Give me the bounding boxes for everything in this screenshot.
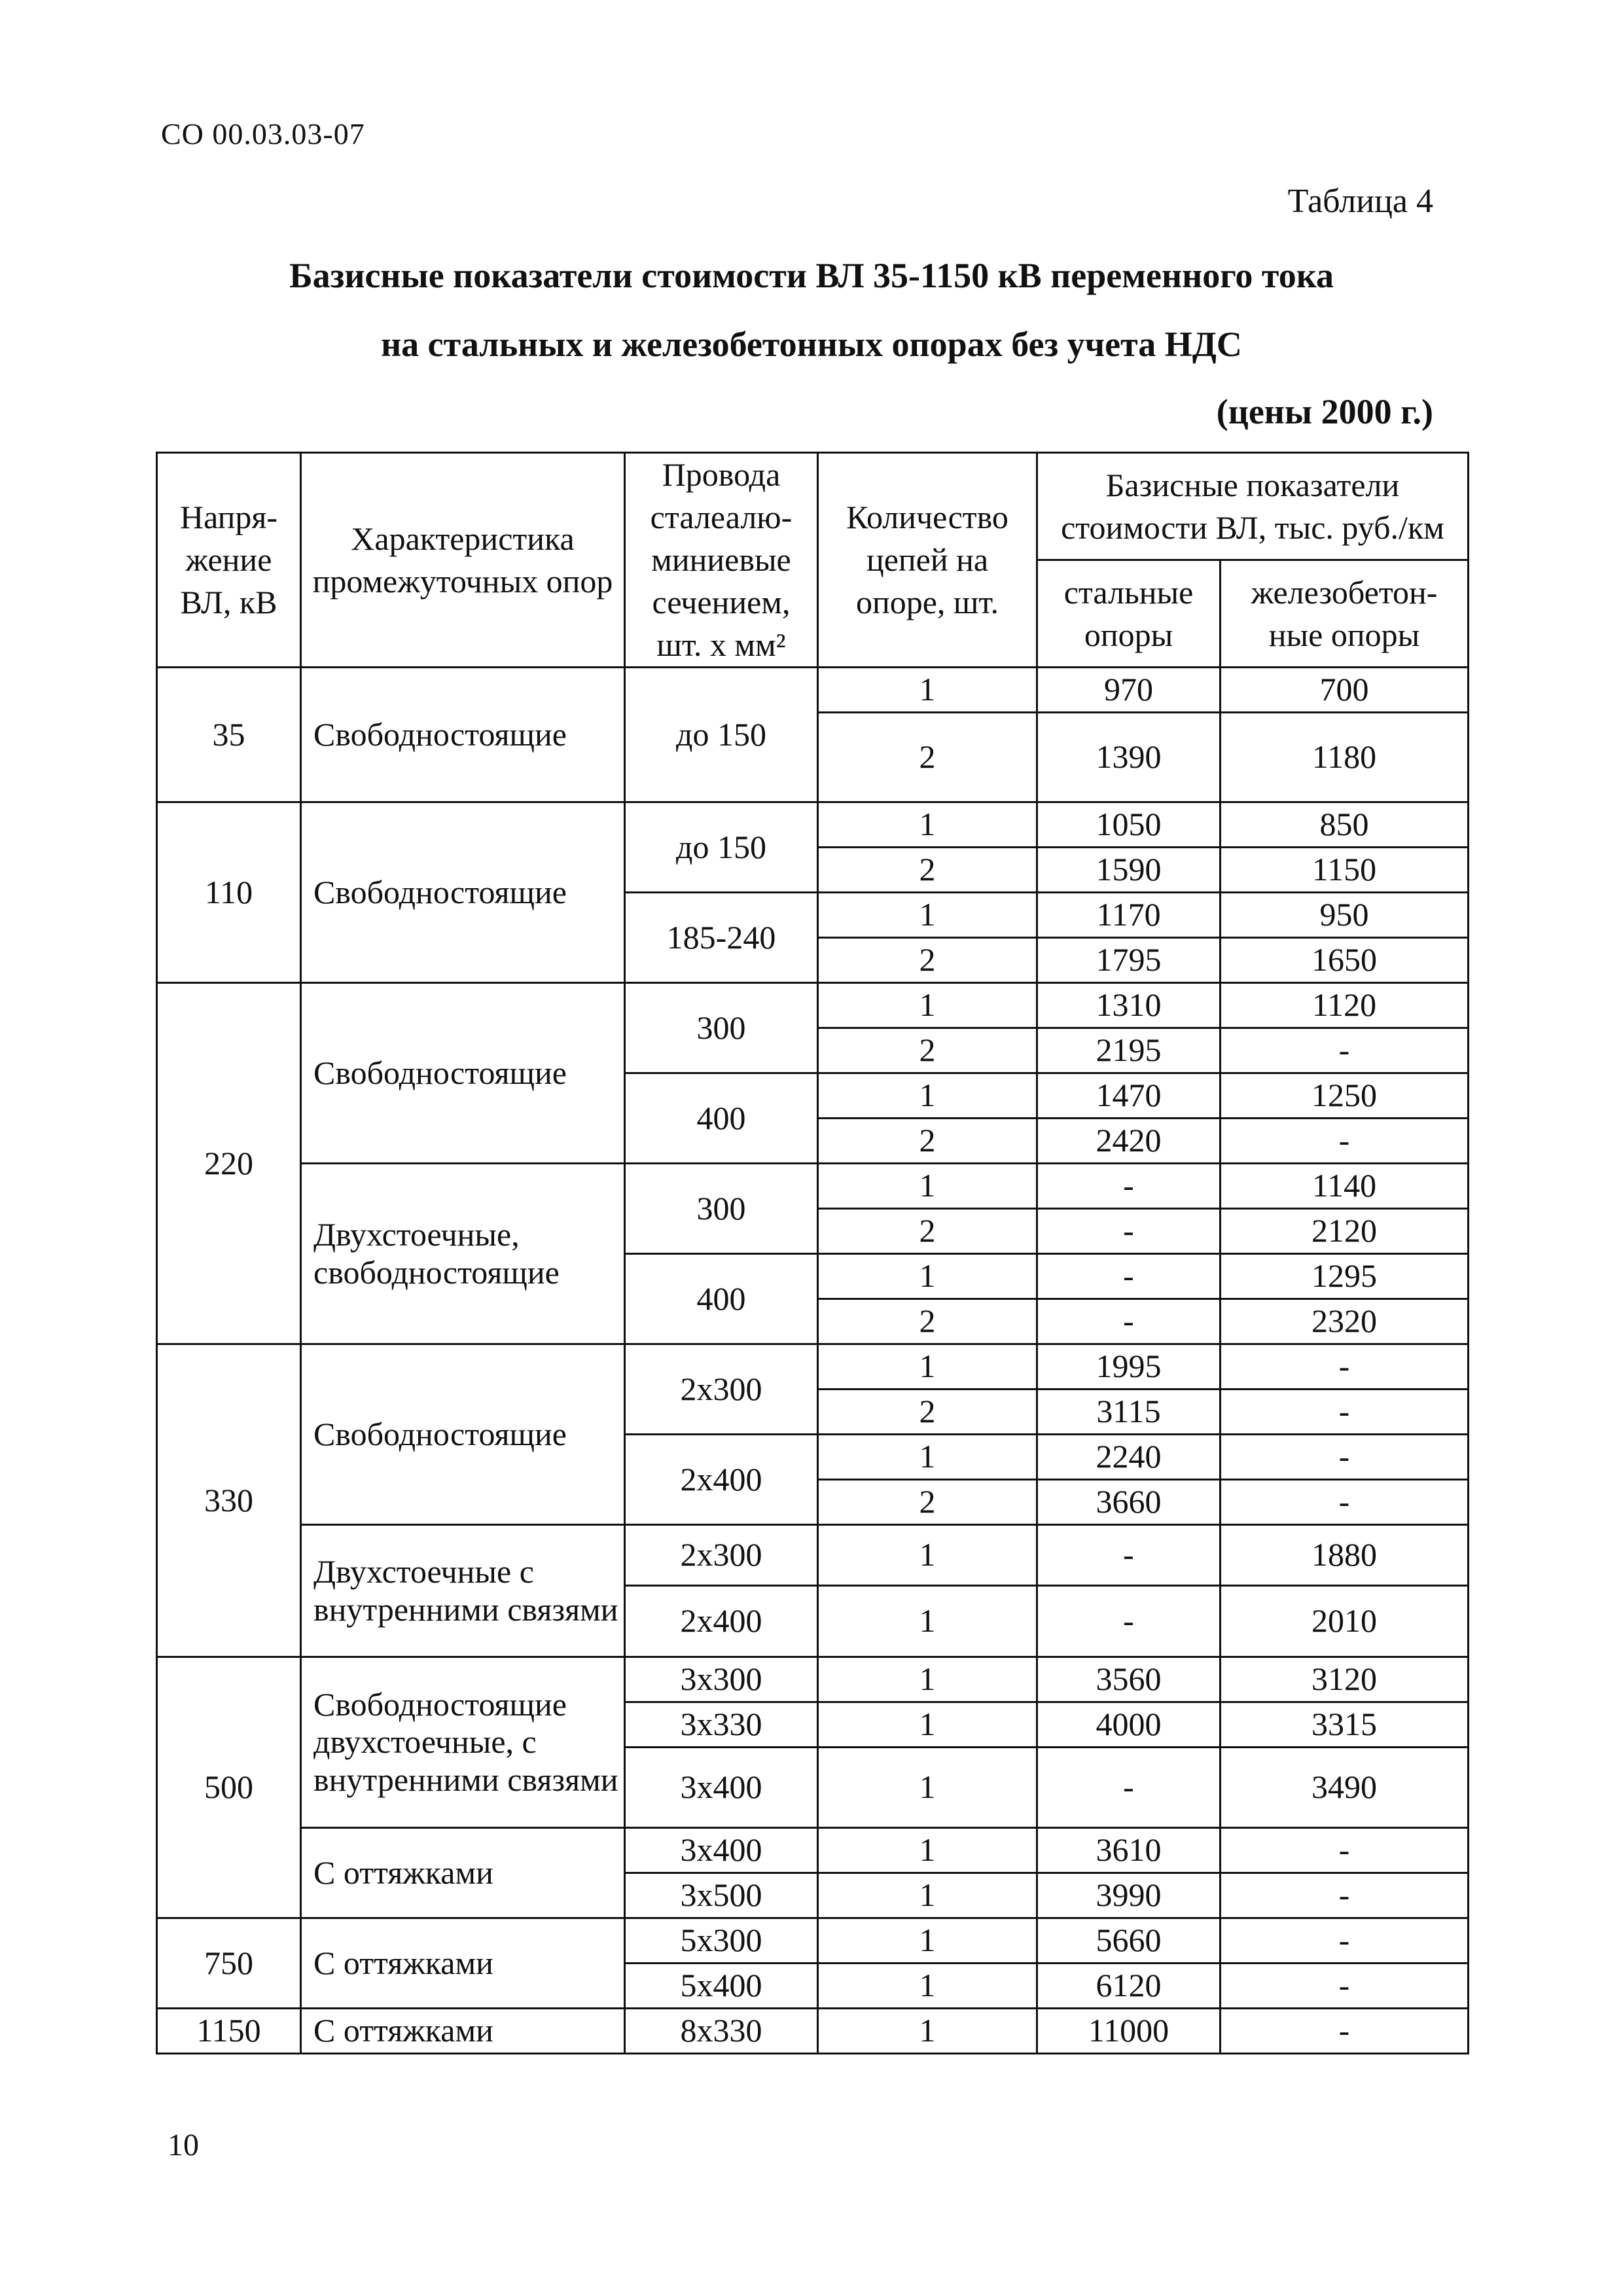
circuits-cell: 1 [818, 1073, 1037, 1119]
price-note: (цены 2000 г.) [1216, 392, 1433, 431]
wires-cell: до 150 [625, 668, 818, 802]
concrete-cell: 700 [1221, 668, 1469, 713]
support-cell: С оттяжками [301, 1918, 625, 2009]
circuits-cell: 2 [818, 1119, 1037, 1164]
steel-cell: - [1037, 1586, 1221, 1657]
steel-cell: - [1037, 1748, 1221, 1828]
table-title-line-2: на стальных и железобетонных опорах без учета НДС [381, 325, 1242, 364]
page-number: 10 [168, 2128, 199, 2162]
steel-cell: 3990 [1037, 1873, 1221, 1918]
voltage-cell: 110 [157, 802, 301, 983]
support-cell: Двухстоечные с внутренними связями [301, 1525, 625, 1657]
circuits-cell: 2 [818, 713, 1037, 802]
concrete-cell: 1180 [1221, 713, 1469, 802]
wires-cell: 3х400 [625, 1828, 818, 1873]
circuits-cell: 1 [818, 2009, 1037, 2054]
wires-cell: 3х300 [625, 1657, 818, 1702]
steel-cell: 1390 [1037, 713, 1221, 802]
steel-cell: 970 [1037, 668, 1221, 713]
circuits-cell: 1 [818, 1702, 1037, 1748]
steel-cell: - [1037, 1254, 1221, 1299]
voltage-cell: 35 [157, 668, 301, 802]
concrete-cell: 1250 [1221, 1073, 1469, 1119]
steel-cell: 3115 [1037, 1390, 1221, 1435]
support-cell: Свободностоящие [301, 802, 625, 983]
steel-cell: 2240 [1037, 1435, 1221, 1480]
concrete-cell: - [1221, 1828, 1469, 1873]
header-voltage: Напря-жение ВЛ, кВ [157, 453, 301, 668]
wires-cell: 5х300 [625, 1918, 818, 1964]
concrete-cell: 850 [1221, 802, 1469, 848]
wires-cell: до 150 [625, 802, 818, 893]
concrete-cell: - [1221, 1390, 1469, 1435]
steel-cell: 1470 [1037, 1073, 1221, 1119]
circuits-cell: 2 [818, 1480, 1037, 1525]
steel-cell: 1995 [1037, 1344, 1221, 1390]
concrete-cell: 2010 [1221, 1586, 1469, 1657]
concrete-cell: - [1221, 1873, 1469, 1918]
concrete-cell: - [1221, 1964, 1469, 2009]
concrete-cell: - [1221, 1480, 1469, 1525]
steel-cell: 2420 [1037, 1119, 1221, 1164]
header-steel: стальные опоры [1037, 560, 1221, 668]
wires-cell: 2х400 [625, 1586, 818, 1657]
table-title-line-1: Базисные показатели стоимости ВЛ 35-1150 кВ переменного тока [289, 256, 1334, 295]
concrete-cell: - [1221, 1028, 1469, 1073]
circuits-cell: 2 [818, 1299, 1037, 1344]
steel-cell: 1590 [1037, 848, 1221, 893]
steel-cell: 5660 [1037, 1918, 1221, 1964]
concrete-cell: 950 [1221, 893, 1469, 938]
wires-cell: 2х400 [625, 1435, 818, 1525]
circuits-cell: 1 [818, 1344, 1037, 1390]
concrete-cell: - [1221, 1119, 1469, 1164]
circuits-cell: 1 [818, 1254, 1037, 1299]
support-cell: С оттяжками [301, 2009, 625, 2054]
header-wires: Провода сталеалю-миниевые сечением, шт. х мм² [625, 453, 818, 668]
support-cell: Свободностоящие [301, 668, 625, 802]
concrete-cell: - [1221, 1918, 1469, 1964]
concrete-cell: 1120 [1221, 983, 1469, 1028]
header-circuits: Количество цепей на опоре, шт. [818, 453, 1037, 668]
voltage-cell: 1150 [157, 2009, 301, 2054]
support-cell: С оттяжками [301, 1828, 625, 1918]
steel-cell: 1795 [1037, 938, 1221, 983]
table-label: Таблица 4 [1287, 183, 1433, 220]
steel-cell: 1310 [1037, 983, 1221, 1028]
circuits-cell: 1 [818, 1525, 1037, 1586]
header-concrete: железобетон-ные опоры [1221, 560, 1469, 668]
header-indicators: Базисные показатели стоимости ВЛ, тыс. руб./км [1037, 453, 1469, 560]
steel-cell: - [1037, 1525, 1221, 1586]
circuits-cell: 1 [818, 1828, 1037, 1873]
wires-cell: 3х330 [625, 1702, 818, 1748]
steel-cell: - [1037, 1299, 1221, 1344]
concrete-cell: - [1221, 2009, 1469, 2054]
wires-cell: 8х330 [625, 2009, 818, 2054]
concrete-cell: 1150 [1221, 848, 1469, 893]
circuits-cell: 1 [818, 1918, 1037, 1964]
circuits-cell: 1 [818, 1164, 1037, 1209]
steel-cell: 3610 [1037, 1828, 1221, 1873]
wires-cell: 300 [625, 983, 818, 1073]
header-support: Характеристика промежуточных опор [301, 453, 625, 668]
wires-cell: 300 [625, 1164, 818, 1254]
circuits-cell: 2 [818, 1390, 1037, 1435]
document-code: СО 00.03.03-07 [161, 117, 365, 151]
steel-cell: - [1037, 1209, 1221, 1254]
support-cell: Свободностоящие двухстоечные, с внутренними связями [301, 1657, 625, 1828]
circuits-cell: 1 [818, 1586, 1037, 1657]
circuits-cell: 1 [818, 1873, 1037, 1918]
circuits-cell: 1 [818, 1435, 1037, 1480]
voltage-cell: 750 [157, 1918, 301, 2009]
steel-cell: 4000 [1037, 1702, 1221, 1748]
support-cell: Свободностоящие [301, 983, 625, 1164]
support-cell: Двухстоечные, свободностоящие [301, 1164, 625, 1344]
circuits-cell: 2 [818, 848, 1037, 893]
concrete-cell: - [1221, 1435, 1469, 1480]
steel-cell: 3560 [1037, 1657, 1221, 1702]
wires-cell: 2х300 [625, 1525, 818, 1586]
wires-cell: 400 [625, 1073, 818, 1164]
steel-cell: - [1037, 1164, 1221, 1209]
concrete-cell: 2320 [1221, 1299, 1469, 1344]
concrete-cell: 1140 [1221, 1164, 1469, 1209]
concrete-cell: 3120 [1221, 1657, 1469, 1702]
circuits-cell: 1 [818, 1748, 1037, 1828]
circuits-cell: 1 [818, 668, 1037, 713]
wires-cell: 185-240 [625, 893, 818, 983]
concrete-cell: 1295 [1221, 1254, 1469, 1299]
wires-cell: 5х400 [625, 1964, 818, 2009]
steel-cell: 6120 [1037, 1964, 1221, 2009]
voltage-cell: 220 [157, 983, 301, 1344]
steel-cell: 3660 [1037, 1480, 1221, 1525]
circuits-cell: 1 [818, 802, 1037, 848]
voltage-cell: 500 [157, 1657, 301, 1918]
circuits-cell: 1 [818, 1657, 1037, 1702]
steel-cell: 1170 [1037, 893, 1221, 938]
steel-cell: 11000 [1037, 2009, 1221, 2054]
steel-cell: 1050 [1037, 802, 1221, 848]
cost-indicators-table [156, 452, 1469, 2054]
circuits-cell: 2 [818, 1028, 1037, 1073]
circuits-cell: 1 [818, 893, 1037, 938]
wires-cell: 400 [625, 1254, 818, 1344]
wires-cell: 3х500 [625, 1873, 818, 1918]
wires-cell: 2х300 [625, 1344, 818, 1435]
concrete-cell: 2120 [1221, 1209, 1469, 1254]
circuits-cell: 1 [818, 1964, 1037, 2009]
circuits-cell: 2 [818, 938, 1037, 983]
concrete-cell: - [1221, 1344, 1469, 1390]
circuits-cell: 2 [818, 1209, 1037, 1254]
wires-cell: 3х400 [625, 1748, 818, 1828]
concrete-cell: 3490 [1221, 1748, 1469, 1828]
concrete-cell: 1650 [1221, 938, 1469, 983]
concrete-cell: 3315 [1221, 1702, 1469, 1748]
voltage-cell: 330 [157, 1344, 301, 1657]
support-cell: Свободностоящие [301, 1344, 625, 1525]
circuits-cell: 1 [818, 983, 1037, 1028]
steel-cell: 2195 [1037, 1028, 1221, 1073]
concrete-cell: 1880 [1221, 1525, 1469, 1586]
